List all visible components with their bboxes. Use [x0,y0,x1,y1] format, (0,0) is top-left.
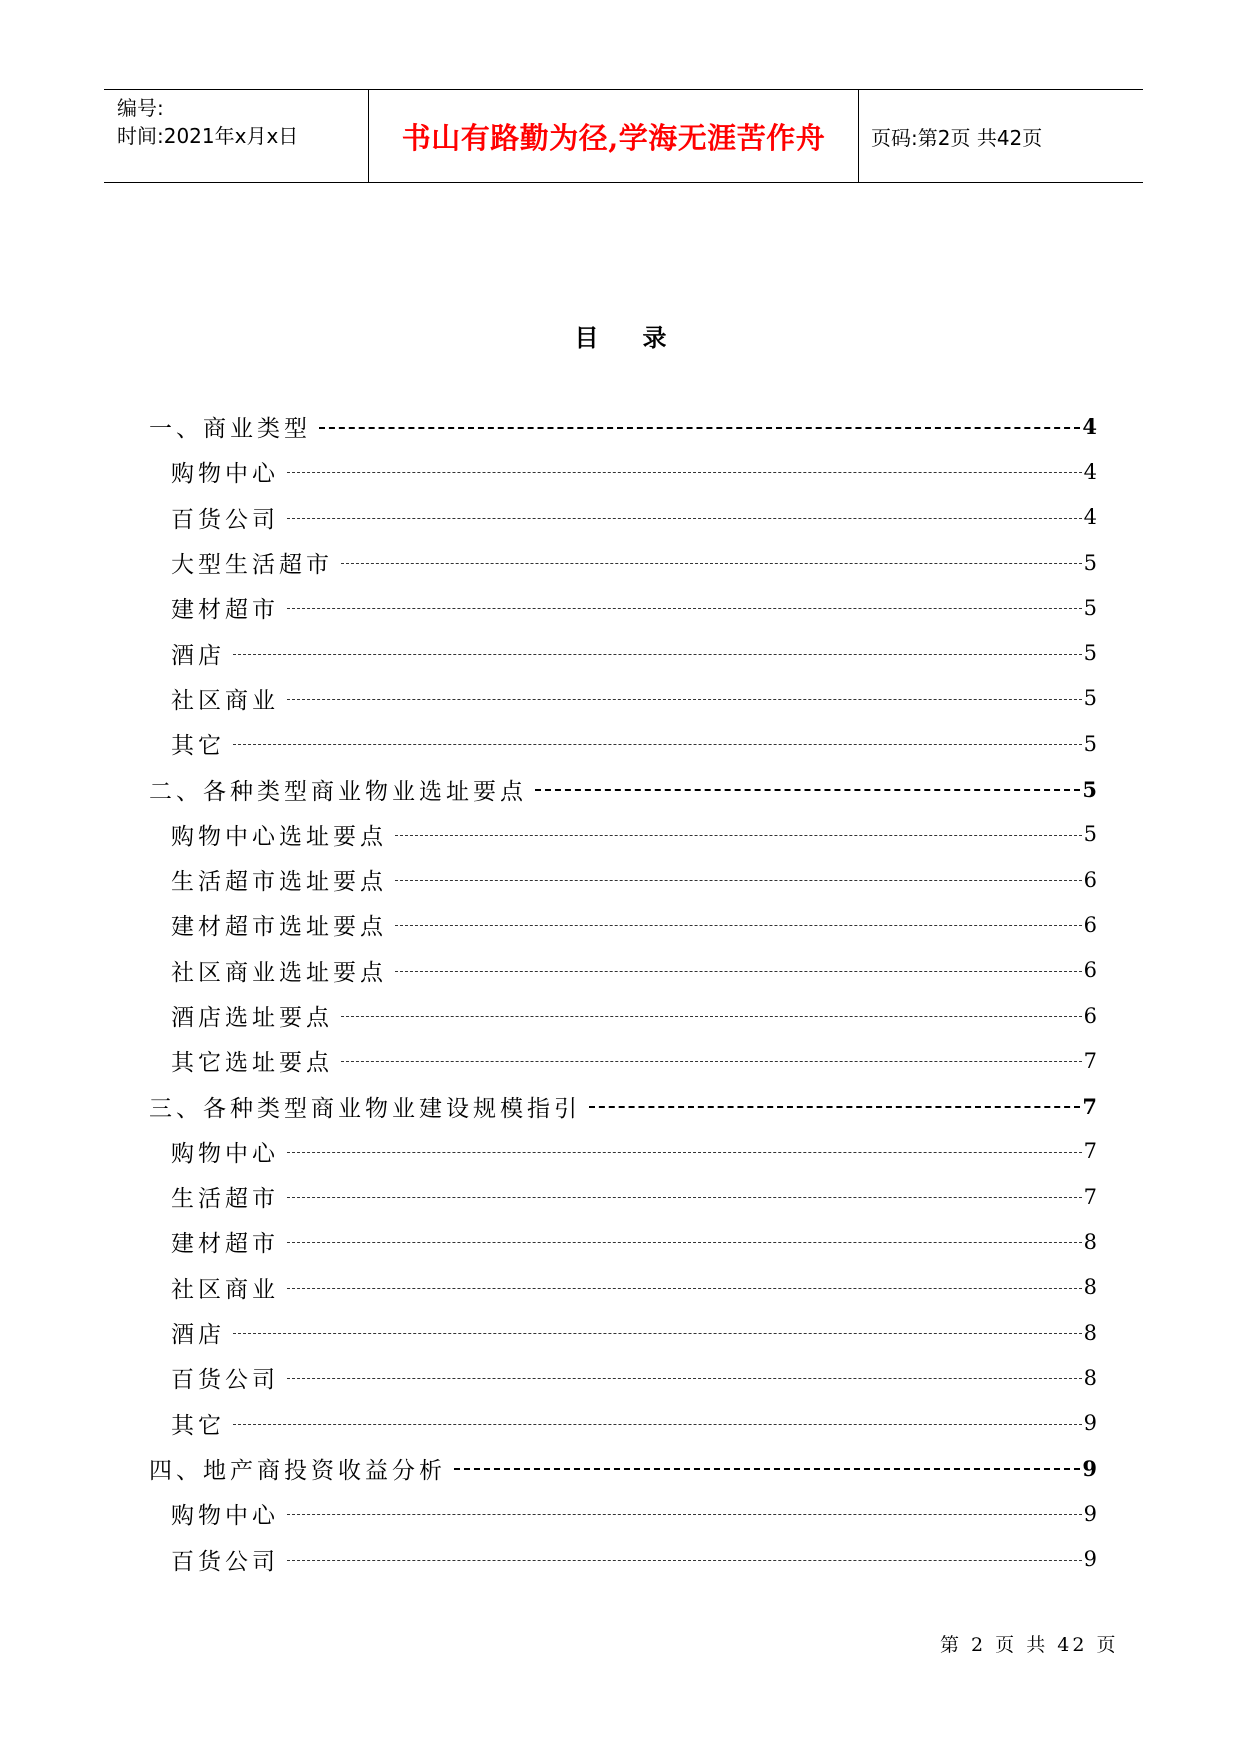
toc-entry-page-number: 4 [1082,414,1097,440]
toc-entry-page-number: 9 [1082,1455,1097,1481]
toc-dot-leader [341,563,1082,564]
toc-dot-leader [233,744,1082,745]
toc-subsection-entry[interactable] [149,1174,1097,1219]
toc-dot-leader [287,1514,1082,1515]
toc-dot-leader [589,1106,1080,1108]
toc-subsection-entry[interactable] [149,857,1097,902]
toc-entry-page-number: 7 [1082,1093,1097,1119]
header-number-label: 编号: [117,96,164,120]
toc-dot-leader [287,608,1082,609]
header-page-info: 页码:第2页 共42页 [871,125,1043,150]
toc-subsection-entry[interactable] [149,495,1097,540]
toc-entry-label: 二、各种类型商业物业选址要点 [149,778,527,805]
header-motto-cell [369,90,859,182]
toc-entry-label: 生活超市选址要点 [171,869,387,896]
toc-entry-label: 大型生活超市 [171,552,333,579]
toc-dot-leader [395,925,1082,926]
toc-entry-label: 社区商业选址要点 [171,959,387,986]
toc-entry-page-number: 7 [1083,1048,1097,1073]
toc-subsection-entry[interactable] [149,1401,1097,1446]
toc-dot-leader [395,835,1082,836]
toc-entry-page-number: 6 [1083,912,1097,937]
toc-subsection-entry[interactable] [149,1310,1097,1355]
toc-subsection-entry[interactable] [149,1265,1097,1310]
toc-entry-page-number: 6 [1083,1003,1097,1028]
toc-subsection-entry[interactable] [149,585,1097,630]
toc-entry-page-number: 8 [1083,1365,1097,1390]
toc-entry-page-number: 5 [1083,641,1097,666]
toc-dot-leader [454,1468,1080,1470]
toc-entry-label: 酒店选址要点 [171,1005,333,1031]
toc-dot-leader [341,1016,1082,1017]
table-of-contents [149,404,1097,1582]
toc-entry-page-number: 9 [1083,1547,1097,1572]
toc-dot-leader [233,1424,1082,1425]
toc-subsection-entry[interactable] [149,721,1097,766]
toc-subsection-entry[interactable] [149,1219,1097,1264]
toc-subsection-entry[interactable] [149,812,1097,857]
toc-entry-label: 酒店 [171,642,225,669]
toc-entry-label: 购物中心 [171,1503,279,1530]
header-page-info-cell [859,90,1143,182]
toc-entry-page-number: 5 [1083,822,1097,847]
page-header [104,89,1143,183]
toc-dot-leader [319,427,1080,429]
toc-subsection-entry[interactable] [149,449,1097,494]
toc-entry-page-number: 9 [1083,1411,1097,1436]
toc-entry-label: 百货公司 [171,1367,279,1394]
toc-entry-page-number: 6 [1083,958,1097,983]
toc-entry-label: 社区商业 [171,687,279,714]
toc-entry-label: 建材超市 [171,1231,279,1258]
toc-entry-label: 百货公司 [171,506,279,533]
toc-entry-page-number: 9 [1083,1501,1097,1526]
toc-entry-page-number: 8 [1083,1229,1097,1254]
toc-entry-label: 购物中心 [171,461,279,488]
toc-entry-label: 购物中心选址要点 [171,823,387,850]
toc-entry-label: 其它 [171,1412,225,1439]
toc-dot-leader [287,1152,1082,1153]
toc-dot-leader [287,699,1082,700]
toc-entry-page-number: 8 [1083,1275,1097,1300]
toc-entry-page-number: 5 [1083,595,1097,620]
toc-title: 目录 [574,324,711,352]
toc-entry-page-number: 7 [1083,1139,1097,1164]
toc-dot-leader [395,971,1082,972]
toc-entry-page-number: 4 [1083,459,1097,484]
toc-section-entry[interactable] [149,1083,1097,1128]
toc-subsection-entry[interactable] [149,630,1097,675]
toc-subsection-entry[interactable] [149,993,1097,1038]
toc-entry-label: 其它 [171,733,225,760]
toc-subsection-entry[interactable] [149,1038,1097,1083]
toc-subsection-entry[interactable] [149,902,1097,947]
toc-dot-leader [395,880,1082,881]
toc-entry-label: 建材超市选址要点 [171,914,387,941]
toc-dot-leader [341,1061,1082,1062]
toc-entry-label: 其它选址要点 [171,1050,333,1077]
toc-entry-label: 社区商业 [171,1276,279,1303]
toc-dot-leader [287,1242,1082,1243]
toc-subsection-entry[interactable] [149,1536,1097,1581]
toc-entry-label: 一、商业类型 [149,416,311,443]
header-time-label: 时间:2021年x月x日 [117,124,299,148]
toc-entry-page-number: 5 [1082,776,1097,802]
toc-entry-page-number: 5 [1083,550,1097,575]
toc-dot-leader [233,1333,1082,1334]
toc-subsection-entry[interactable] [149,676,1097,721]
toc-entry-page-number: 5 [1083,731,1097,756]
toc-dot-leader [287,1197,1082,1198]
toc-section-entry[interactable] [149,404,1097,449]
toc-dot-leader [287,518,1082,519]
toc-entry-label: 百货公司 [171,1548,279,1575]
toc-entry-label: 生活超市 [171,1186,279,1213]
toc-entry-page-number: 8 [1083,1320,1097,1345]
toc-dot-leader [535,789,1080,791]
toc-dot-leader [287,1288,1082,1289]
toc-subsection-entry[interactable] [149,1129,1097,1174]
page-footer: 第 2 页 共 42 页 [940,1634,1119,1656]
toc-entry-label: 三、各种类型商业物业建设规模指引 [149,1095,581,1122]
toc-entry-page-number: 6 [1083,867,1097,892]
toc-section-entry[interactable] [149,1446,1097,1491]
toc-dot-leader [287,472,1082,473]
toc-entry-page-number: 4 [1083,505,1097,530]
toc-dot-leader [287,1378,1082,1379]
toc-dot-leader [233,654,1082,655]
toc-subsection-entry[interactable] [149,1491,1097,1536]
toc-entry-label: 四、地产商投资收益分析 [149,1457,446,1484]
toc-entry-label: 购物中心 [171,1140,279,1167]
toc-dot-leader [287,1560,1082,1561]
toc-entry-label: 建材超市 [171,597,279,624]
toc-entry-page-number: 5 [1083,686,1097,711]
toc-entry-label: 酒店 [171,1322,225,1349]
toc-subsection-entry[interactable] [149,540,1097,585]
toc-subsection-entry[interactable] [149,1355,1097,1400]
header-meta [104,90,369,182]
toc-entry-page-number: 7 [1083,1184,1097,1209]
header-motto: 书山有路勤为径,学海无涯苦作舟 [401,120,826,155]
toc-section-entry[interactable] [149,766,1097,811]
toc-subsection-entry[interactable] [149,948,1097,993]
